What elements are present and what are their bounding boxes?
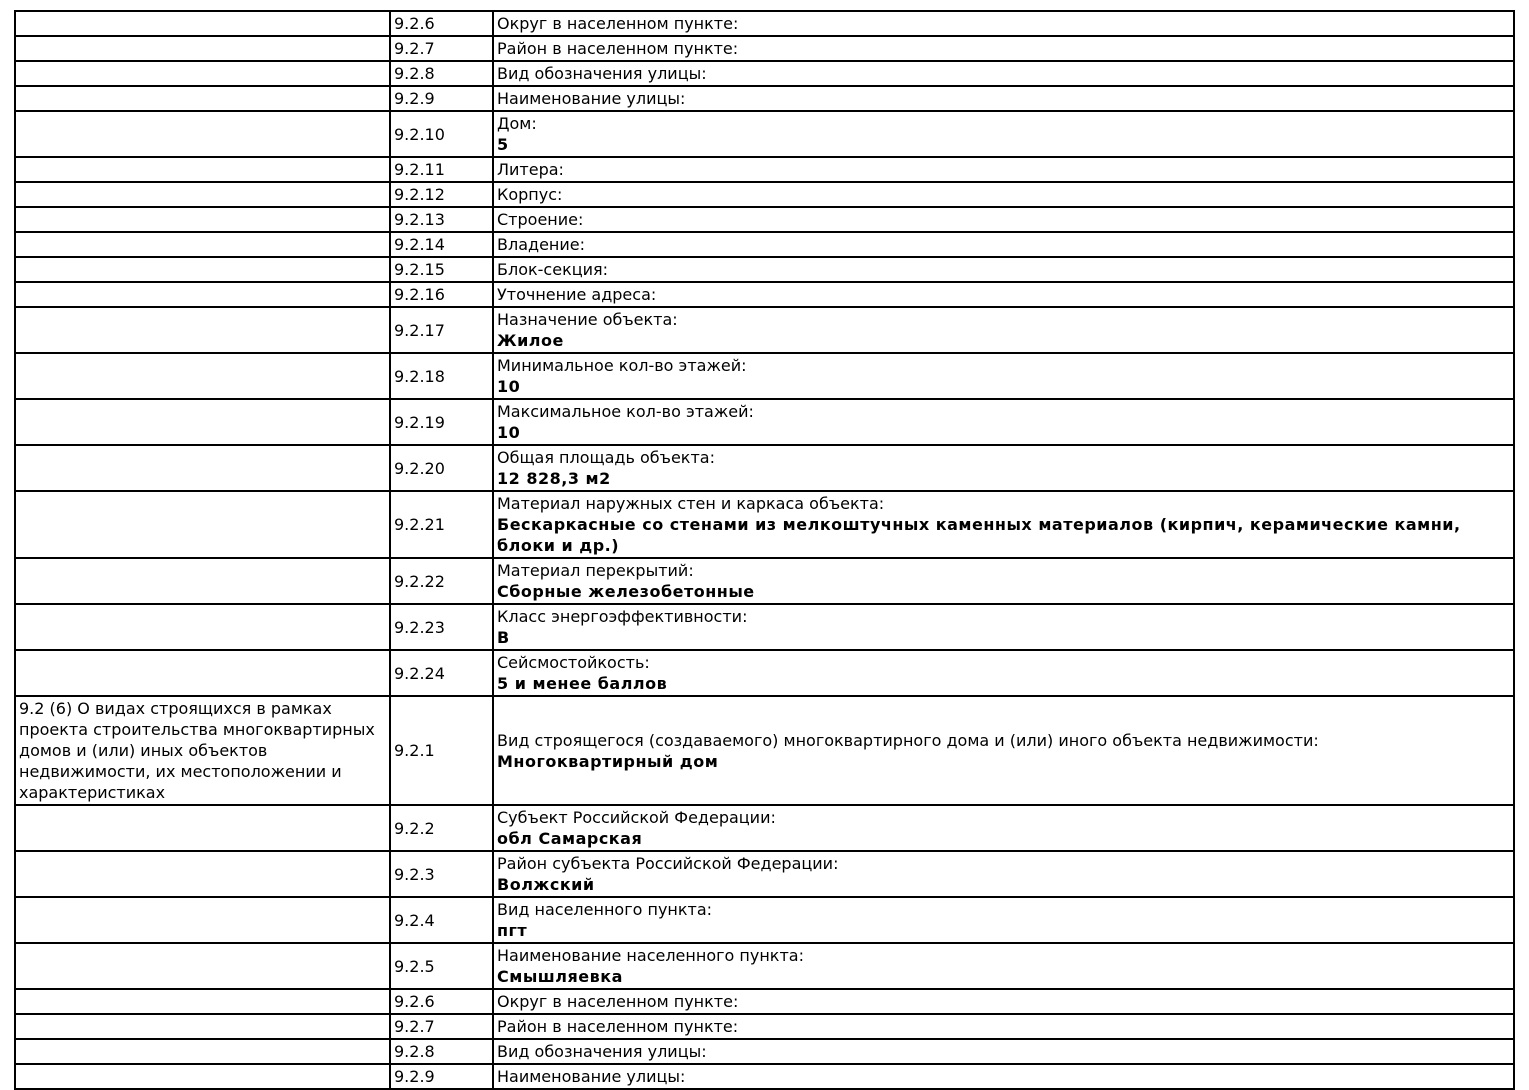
table-row: [15, 897, 1514, 943]
item-content-cell: [493, 445, 1514, 491]
field-label: Вид обозначения улицы:: [497, 1042, 707, 1061]
section-empty-cell: [15, 182, 390, 207]
section-empty-cell: [15, 11, 390, 36]
field-label: Субъект Российской Федерации:: [497, 808, 776, 827]
field-label: Максимальное кол-во этажей:: [497, 402, 754, 421]
item-content-cell: [493, 111, 1514, 157]
item-number-cell: 9.2.1: [390, 696, 493, 805]
field-label: Назначение объекта:: [497, 310, 678, 329]
item-number-cell: 9.2.9: [390, 1064, 493, 1089]
section-empty-cell: [15, 207, 390, 232]
section-empty-cell: [15, 36, 390, 61]
field-label: Материал перекрытий:: [497, 561, 694, 580]
field-value: Многоквартирный дом: [497, 751, 719, 771]
section-empty-cell: [15, 61, 390, 86]
item-number-cell: 9.2.6: [390, 11, 493, 36]
field-label: Строение:: [497, 210, 584, 229]
field-value: Жилое: [497, 331, 564, 350]
table-row: [15, 491, 1514, 558]
field-label: Наименование населенного пункта:: [497, 946, 804, 965]
item-number-cell: 9.2.18: [390, 353, 493, 399]
field-label: Район субъекта Российской Федерации:: [497, 854, 839, 873]
field-label: Литера:: [497, 160, 564, 179]
item-content-cell: [493, 943, 1514, 989]
table-row: [15, 650, 1514, 696]
section-empty-cell: [15, 1039, 390, 1064]
field-label: Округ в населенном пункте:: [497, 992, 739, 1011]
section-empty-cell: [15, 111, 390, 157]
section-empty-cell: [15, 307, 390, 353]
table-row: [15, 86, 1514, 111]
table-row: [15, 11, 1514, 36]
item-content-cell: [493, 257, 1514, 282]
table-row: [15, 604, 1514, 650]
project-declaration-table: [14, 10, 1515, 1090]
section-empty-cell: [15, 805, 390, 851]
field-label: Округ в населенном пункте:: [497, 14, 739, 33]
field-label: Уточнение адреса:: [497, 285, 657, 304]
item-number-cell: 9.2.7: [390, 36, 493, 61]
item-number-cell: 9.2.6: [390, 989, 493, 1014]
item-number-cell: 9.2.21: [390, 491, 493, 558]
item-content-cell: [493, 86, 1514, 111]
item-content-cell: [493, 11, 1514, 36]
field-value: 10: [497, 377, 521, 396]
section-empty-cell: [15, 157, 390, 182]
item-content-cell: [493, 232, 1514, 257]
item-number-cell: 9.2.15: [390, 257, 493, 282]
table-row: [15, 36, 1514, 61]
field-value: Сборные железобетонные: [497, 582, 755, 601]
item-number-cell: 9.2.2: [390, 805, 493, 851]
field-label: Наименование улицы:: [497, 1067, 686, 1086]
field-label: Класс энергоэффективности:: [497, 607, 748, 626]
table-row: [15, 157, 1514, 182]
field-label: Вид строящегося (создаваемого) многоквартирного дома и (или) иного объекта недвижимости:: [497, 730, 1319, 750]
field-value: Бескаркасные со стенами из мелкоштучных каменных материалов (кирпич, керамические камни, блоки и др.): [497, 515, 1461, 555]
section-empty-cell: [15, 558, 390, 604]
item-content-cell: [493, 491, 1514, 558]
section-empty-cell: [15, 650, 390, 696]
item-content-cell: [493, 805, 1514, 851]
item-number-cell: 9.2.17: [390, 307, 493, 353]
item-number-cell: 9.2.19: [390, 399, 493, 445]
item-number-cell: 9.2.4: [390, 897, 493, 943]
item-number-cell: 9.2.23: [390, 604, 493, 650]
item-number-cell: 9.2.10: [390, 111, 493, 157]
item-content-cell: [493, 282, 1514, 307]
table-row: [15, 207, 1514, 232]
field-value: 5 и менее баллов: [497, 674, 668, 693]
section-empty-cell: [15, 943, 390, 989]
field-label: Вид населенного пункта:: [497, 900, 713, 919]
table-row: [15, 851, 1514, 897]
section-empty-cell: [15, 399, 390, 445]
table-row: [15, 696, 1514, 805]
field-value: 5: [497, 135, 509, 154]
item-number-cell: 9.2.11: [390, 157, 493, 182]
document-page: [0, 10, 1529, 1090]
table-row: [15, 61, 1514, 86]
item-number-cell: 9.2.5: [390, 943, 493, 989]
item-number-cell: 9.2.13: [390, 207, 493, 232]
table-row: [15, 282, 1514, 307]
field-value: В: [497, 628, 510, 647]
field-label: Вид обозначения улицы:: [497, 64, 707, 83]
field-value: Смышляевка: [497, 967, 623, 986]
table-row: [15, 943, 1514, 989]
item-content-cell: [493, 207, 1514, 232]
item-content-cell: [493, 399, 1514, 445]
item-content-cell: [493, 989, 1514, 1014]
section-empty-cell: [15, 86, 390, 111]
item-content-cell: [493, 1014, 1514, 1039]
section-empty-cell: [15, 897, 390, 943]
section-empty-cell: [15, 1064, 390, 1089]
field-label: Дом:: [497, 114, 537, 133]
item-content-cell: [493, 353, 1514, 399]
item-content-cell: [493, 36, 1514, 61]
field-label: Сейсмостойкость:: [497, 653, 650, 672]
section-title-cell: 9.2 (6) О видах строящихся в рамках проекта строительства многоквартирных домов и (или) иных объектов недвижимости, их местоположении и характеристиках: [15, 696, 390, 805]
table-row: [15, 111, 1514, 157]
item-content-cell: [493, 1039, 1514, 1064]
item-number-cell: 9.2.8: [390, 61, 493, 86]
section-empty-cell: [15, 353, 390, 399]
item-number-cell: 9.2.8: [390, 1039, 493, 1064]
item-content-cell: [493, 182, 1514, 207]
section-empty-cell: [15, 989, 390, 1014]
section-empty-cell: [15, 257, 390, 282]
field-value: обл Самарская: [497, 829, 643, 848]
item-content-cell: [493, 696, 1514, 805]
item-number-cell: 9.2.12: [390, 182, 493, 207]
item-content-cell: [493, 307, 1514, 353]
item-number-cell: 9.2.20: [390, 445, 493, 491]
item-number-cell: 9.2.24: [390, 650, 493, 696]
table-row: [15, 558, 1514, 604]
field-label: Владение:: [497, 235, 586, 254]
item-number-cell: 9.2.9: [390, 86, 493, 111]
field-value: 10: [497, 423, 521, 442]
field-label: Район в населенном пункте:: [497, 1017, 739, 1036]
table-row: [15, 989, 1514, 1014]
field-label: Минимальное кол-во этажей:: [497, 356, 747, 375]
table-row: [15, 353, 1514, 399]
table-row: [15, 445, 1514, 491]
table-row: [15, 399, 1514, 445]
section-empty-cell: [15, 232, 390, 257]
table-row: [15, 1039, 1514, 1064]
table-row: [15, 182, 1514, 207]
field-label: Материал наружных стен и каркаса объекта:: [497, 494, 885, 513]
table-row: [15, 1014, 1514, 1039]
section-empty-cell: [15, 1014, 390, 1039]
item-content-cell: [493, 897, 1514, 943]
item-content-cell: [493, 650, 1514, 696]
section-empty-cell: [15, 282, 390, 307]
item-content-cell: [493, 61, 1514, 86]
field-label: Блок-секция:: [497, 260, 609, 279]
table-row: [15, 232, 1514, 257]
item-number-cell: 9.2.7: [390, 1014, 493, 1039]
item-content-cell: [493, 851, 1514, 897]
field-label: Общая площадь объекта:: [497, 448, 715, 467]
item-content-cell: [493, 157, 1514, 182]
table-row: [15, 805, 1514, 851]
field-value: Волжский: [497, 875, 595, 894]
item-content-cell: [493, 558, 1514, 604]
item-content-cell: [493, 1064, 1514, 1089]
field-label: Наименование улицы:: [497, 89, 686, 108]
field-value: 12 828,3 м2: [497, 469, 611, 488]
item-content-cell: [493, 604, 1514, 650]
section-empty-cell: [15, 445, 390, 491]
section-empty-cell: [15, 851, 390, 897]
item-number-cell: 9.2.16: [390, 282, 493, 307]
item-number-cell: 9.2.14: [390, 232, 493, 257]
field-value: пгт: [497, 921, 528, 940]
item-number-cell: 9.2.22: [390, 558, 493, 604]
table-row: [15, 1064, 1514, 1089]
section-empty-cell: [15, 604, 390, 650]
table-body: [15, 11, 1514, 1089]
item-number-cell: 9.2.3: [390, 851, 493, 897]
field-label: Район в населенном пункте:: [497, 39, 739, 58]
section-empty-cell: [15, 491, 390, 558]
field-label: Корпус:: [497, 185, 563, 204]
table-row: [15, 257, 1514, 282]
table-row: [15, 307, 1514, 353]
